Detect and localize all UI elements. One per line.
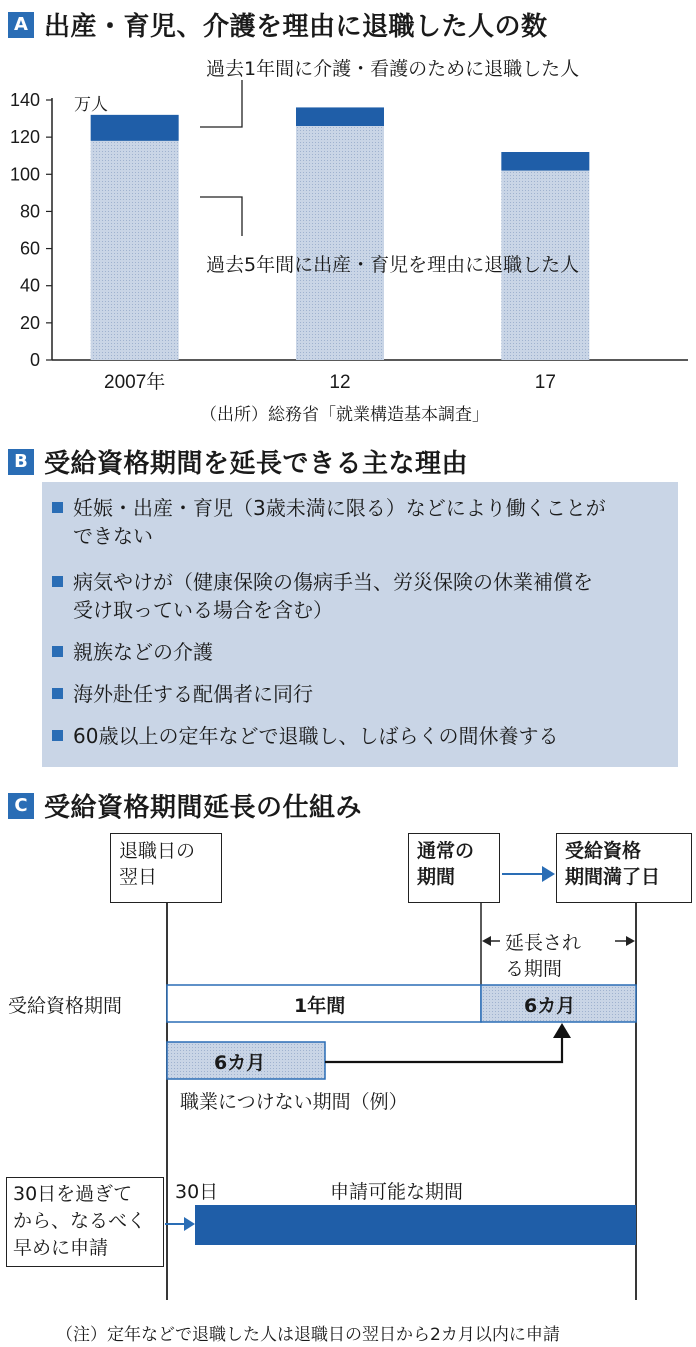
annotation-childcare: 過去5年間に出産・育児を理由に退職した人 <box>206 254 580 276</box>
reason-text-2b: 受け取っている場合を含む） <box>73 598 333 622</box>
jobless-arrowhead <box>553 1023 571 1038</box>
reason-text-4: 海外赴任する配偶者に同行 <box>73 682 313 706</box>
six-month-ext-label: 6カ月 <box>524 995 576 1017</box>
box-normal-line2: 期間 <box>417 866 456 888</box>
jobless-caption: 職業につけない期間（例） <box>180 1091 408 1113</box>
advice-line3: 早めに申請 <box>13 1237 109 1259</box>
y-tick-label: 0 <box>29 350 40 370</box>
apply-period-label: 申請可能な期間 <box>330 1181 464 1203</box>
extend-label-2: る期間 <box>505 958 563 980</box>
section-c-title: 受給資格期間延長の仕組み <box>44 793 363 823</box>
x-tick-label: 2007年 <box>104 372 166 393</box>
reason-text-2a: 病気やけが（健康保険の傷病手当、労災保険の休業補償を <box>73 570 593 594</box>
chart-a-source: （出所）総務省「就業構造基本調査」 <box>200 405 489 425</box>
box-expiry-day <box>556 833 692 903</box>
box-normal-line1: 通常の <box>417 840 475 862</box>
day30-label: 30日 <box>175 1181 219 1203</box>
section-c-letter: C <box>8 793 34 819</box>
advice-line2: から、なるべく <box>13 1210 147 1232</box>
y-tick-label: 120 <box>9 127 40 148</box>
jobless-period-label: 6カ月 <box>214 1052 266 1074</box>
advice-arrowhead <box>184 1217 195 1231</box>
section-a-title: 出産・育児、介護を理由に退職した人の数 <box>44 12 548 42</box>
footnote: （注）定年などで退職した人は退職日の翌日から2カ月以内に申請 <box>56 1325 560 1345</box>
y-tick-label: 100 <box>9 164 40 185</box>
box-end-line2: 期間満了日 <box>565 866 661 888</box>
one-year-label: 1年間 <box>294 995 346 1017</box>
advice-line1: 30日を過ぎて <box>13 1183 133 1205</box>
y-tick-label: 80 <box>19 201 40 222</box>
section-b-letter: B <box>8 449 34 475</box>
jobless-arrow-line <box>325 1036 562 1062</box>
y-tick-label: 140 <box>9 90 40 110</box>
apply-period-bar <box>195 1205 636 1245</box>
box-end-line1: 受給資格 <box>565 840 642 862</box>
x-tick-label: 17 <box>534 372 556 393</box>
annotation-care: 過去1年間に介護・看護のために退職した人 <box>206 58 580 80</box>
y-tick-label: 20 <box>19 312 40 333</box>
y-tick-label: 40 <box>19 275 40 296</box>
row-label-eligibility: 受給資格期間 <box>8 995 123 1017</box>
extend-label-1: 延長され <box>505 932 582 954</box>
reason-text-1a: 妊娠・出産・育児（3歳未満に限る）などにより働くことが <box>73 496 606 520</box>
reason-text-1b: できない <box>73 524 153 548</box>
advice-box <box>6 1177 164 1267</box>
box-start-line2: 翌日 <box>119 866 158 888</box>
x-tick-label: 12 <box>329 372 351 393</box>
normal-to-end-arrowhead <box>542 866 555 882</box>
box-start-line1: 退職日の <box>119 840 196 862</box>
reason-text-3: 親族などの介護 <box>73 640 213 664</box>
extend-left-arrowhead <box>482 936 491 946</box>
chart-a-unit: 万人 <box>74 95 108 115</box>
section-b-title: 受給資格期間を延長できる主な理由 <box>44 449 469 479</box>
box-start-day <box>110 833 222 903</box>
y-tick-label: 60 <box>19 238 40 259</box>
extend-right-arrowhead <box>626 936 635 946</box>
box-normal-period <box>408 833 500 903</box>
section-a-letter: A <box>8 12 34 38</box>
reason-text-5: 60歳以上の定年などで退職し、しばらくの間休養する <box>73 724 559 748</box>
